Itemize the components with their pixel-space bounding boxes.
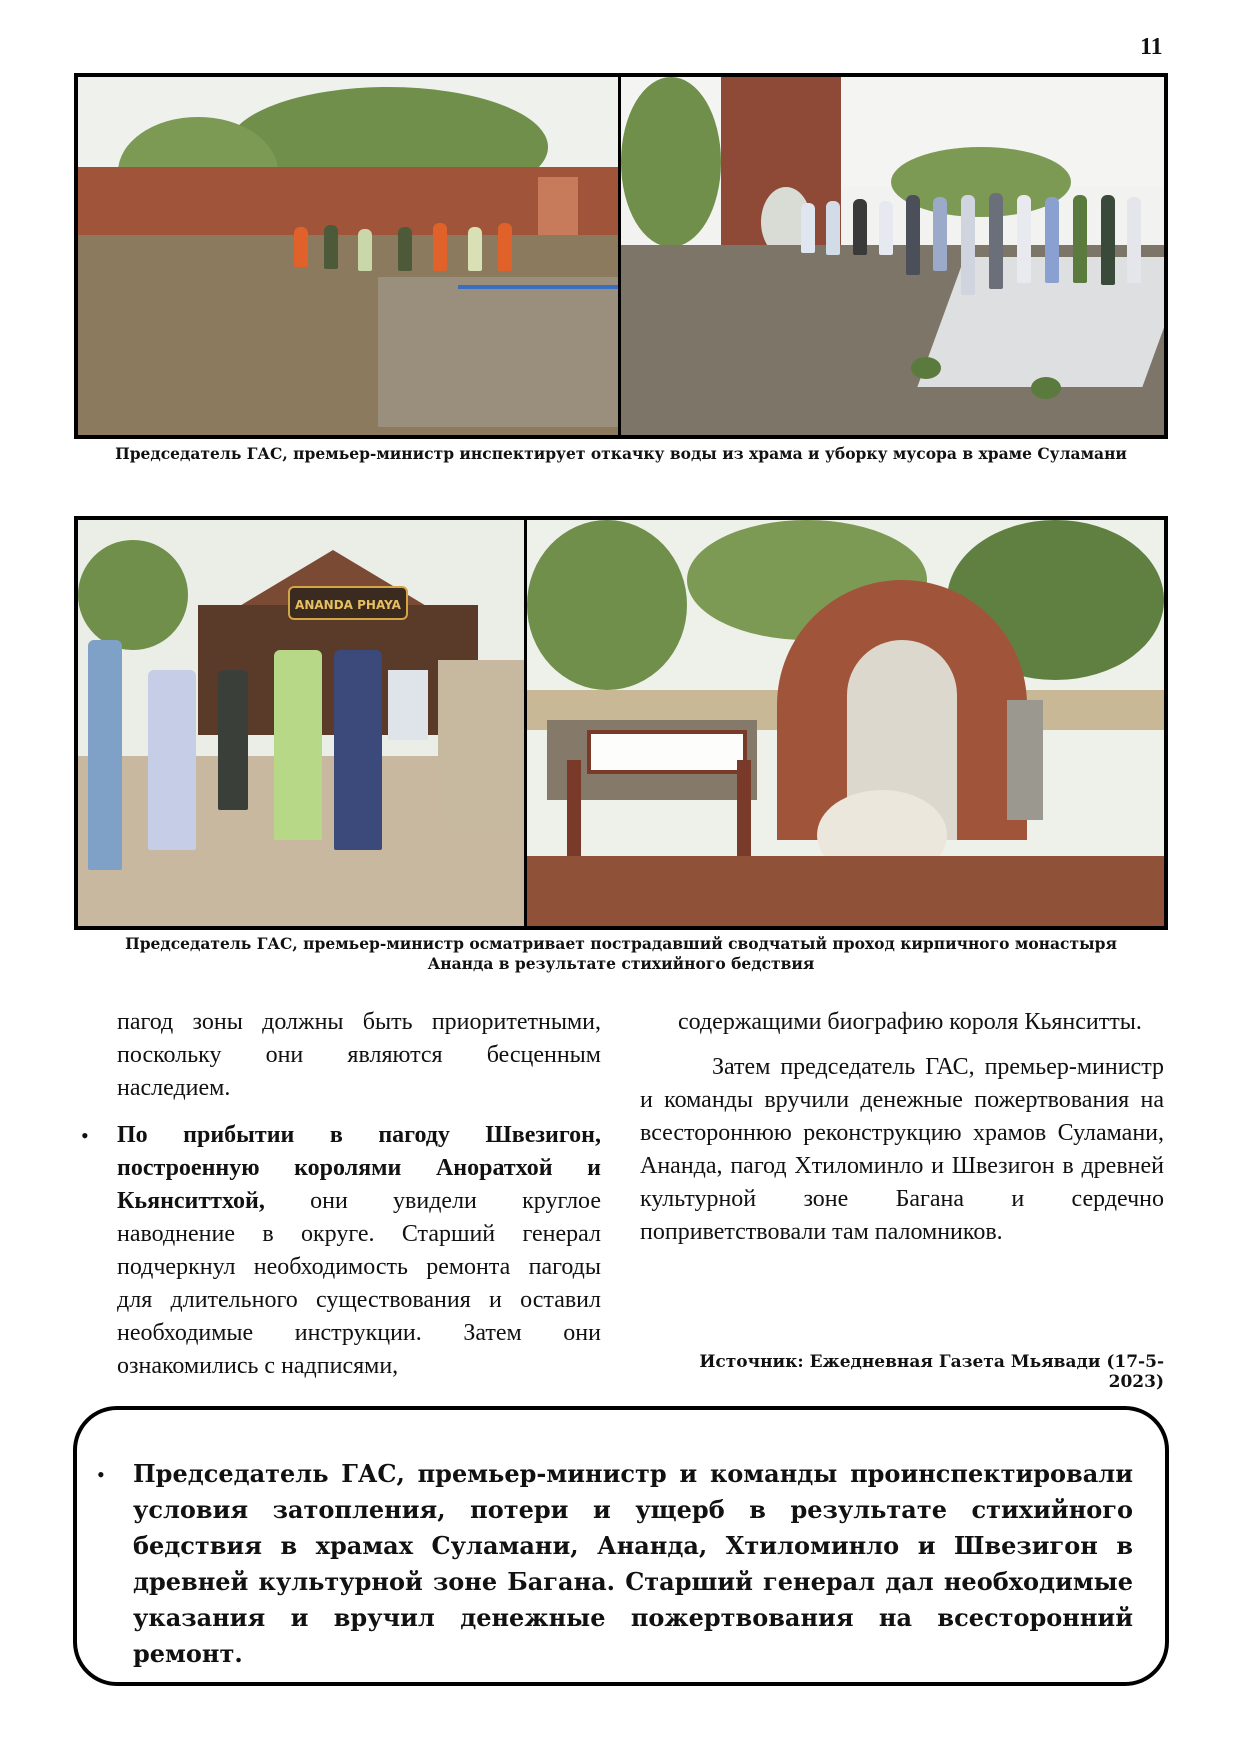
summary-bullet-icon: • xyxy=(97,1462,105,1487)
bullet-icon: • xyxy=(81,1123,89,1148)
right-continuation: содержащими биографию короля Кьянситты. xyxy=(678,1009,1142,1035)
left-column xyxy=(81,1006,601,1383)
summary-text: Председатель ГАС, премьер-министр и команды проинспектировали условия затопления, потери и ущерб в результате стихийного бедствия в храмах Суламани, Ананда, Хтиломинло и Швезигон в древней культурной зоне Багана. Старший генерал дал необходимые указания и вручил денежные пожертвования на всесторонний ремонт. xyxy=(133,1459,1133,1668)
photo-caption-1: Председатель ГАС, премьер-министр инспектирует откачку воды из храма и уборку мусора в храме Суламани xyxy=(115,444,1127,463)
photo-frame-flooding xyxy=(74,73,1168,439)
left-bullet-bold: По прибытии в пагоду Швезигон, построенную королями Аноратхой и Кьянситтхой, xyxy=(117,1122,601,1214)
summary-box xyxy=(73,1406,1169,1686)
left-bullet-text: они увидели круглое наводнение в округе. Старший генерал подчеркнул необходимость ремонта пагоды для длительного существования и оставил необходимые инструкции. Затем они ознакомились с надписями, xyxy=(117,1188,601,1379)
ananda-phaya-sign: ANANDA PHAYA xyxy=(295,598,401,612)
photo-flooded-temple-wall xyxy=(78,77,618,435)
source-credit: Источник: Ежедневная Газета Мьявади (17-5-2023) xyxy=(699,1352,1164,1392)
right-paragraph: Затем председатель ГАС, премьер-министр и команды вручили денежные пожертвования на всестороннюю реконструкцию храмов Суламани, Ананда, пагод Хтиломинло и Швезигон в древней культурной зоне Багана и сердечно поприветствовали там паломников. xyxy=(640,1054,1164,1245)
photo-caption-2-line1: Председатель ГАС, премьер-министр осматривает пострадавший сводчатый проход кирпичного монастыря xyxy=(125,934,1117,953)
right-column xyxy=(640,1006,1164,1249)
photo-caption-2 xyxy=(74,934,1168,974)
photo-frame-damage xyxy=(74,516,1168,930)
page-number: 11 xyxy=(1140,34,1163,60)
photo-caption-2-line2: Ананда в результате стихийного бедствия xyxy=(427,954,815,974)
left-bullet-item xyxy=(81,1119,601,1383)
photo-collapsed-brick-arch xyxy=(527,520,1164,926)
left-continuation: пагод зоны должны быть приоритетными, поскольку они являются бесценным наследием. xyxy=(117,1009,601,1101)
photo-officials-at-sulamani xyxy=(621,77,1164,435)
photo-ananda-entrance xyxy=(78,520,524,926)
